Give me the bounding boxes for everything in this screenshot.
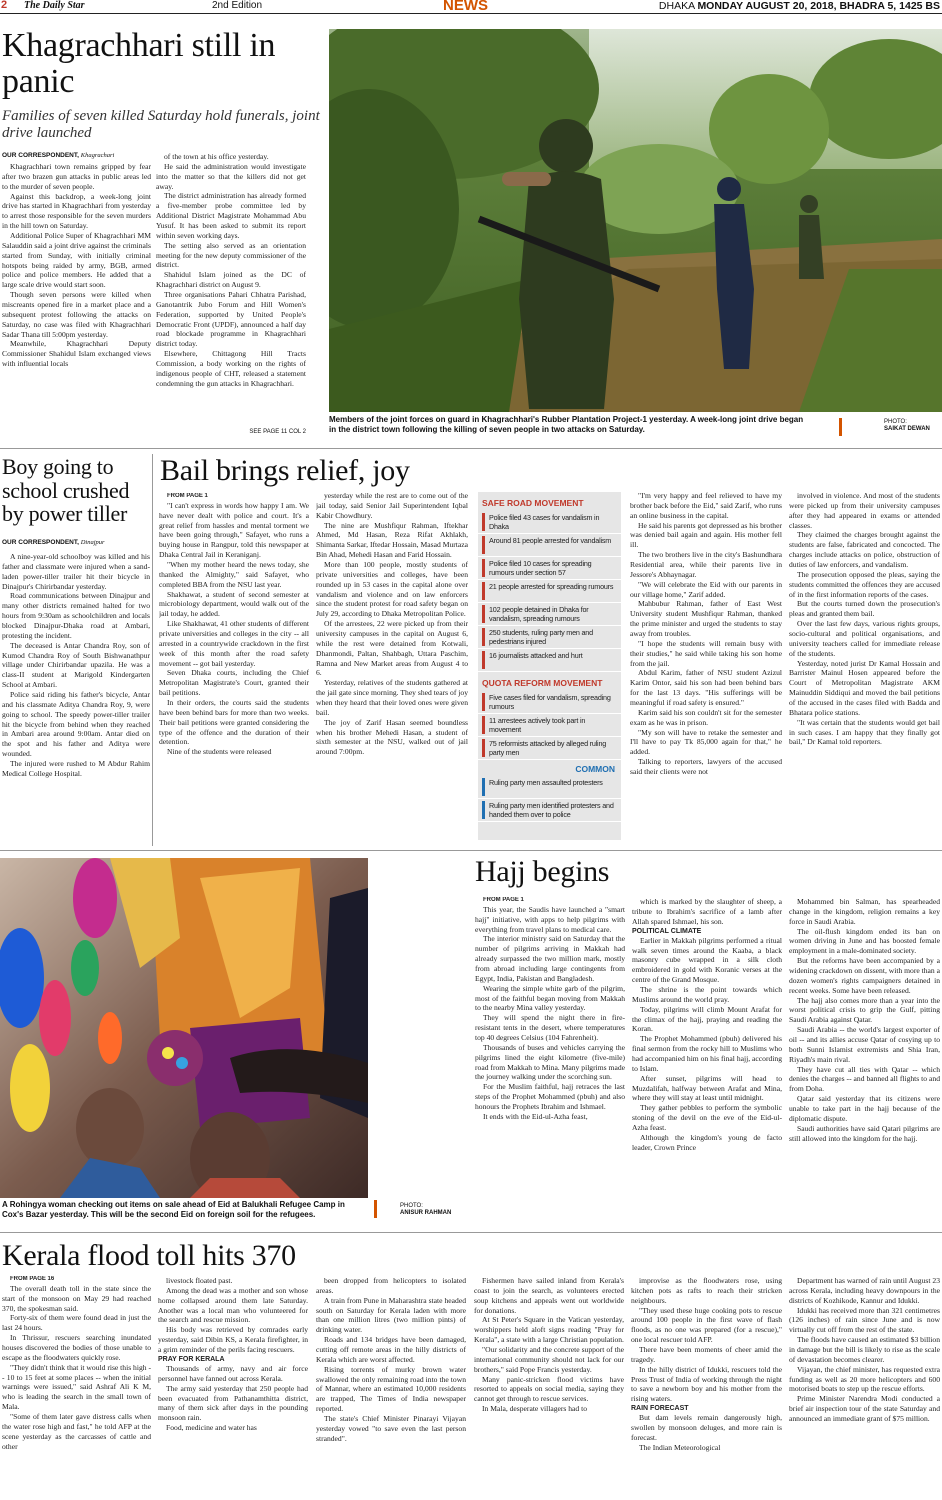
sidebar-list-common: [478, 776, 621, 822]
paragraph: "I hope the students will remain busy with their studies," he said while taking his son home from the jail.: [630, 638, 782, 668]
paragraph: Karim said his son couldn't sit for the semester exam as he was in prison.: [630, 707, 782, 727]
paragraph: Yesterday, relatives of the students gathered at the jail gate since morning. They shed tears of joy when they heard that their loved ones were given bail.: [316, 678, 468, 717]
paragraph: There have been moments of cheer amid the tragedy.: [631, 1345, 782, 1364]
photo-joint-forces: [329, 29, 942, 412]
photo-caption-rohingya: A Rohingya woman checking out items on sale ahead of Eid at Balukhali Refugee Camp in Cox's Bazar yesterday. This will be the second Eid on foreign soil for the refugees.: [2, 1200, 345, 1220]
paragraph: Though seven persons were killed when miscreants opened fire in a market place and a subsequent protest following the attacks on Saturday, no case was filed with Khagrachhari Sadar Thana till 5:00pm yesterday.: [2, 290, 151, 339]
paragraph: Talking to reporters, lawyers of the accused said their clients were not: [630, 757, 782, 777]
paragraph: Prime Minister Narendra Modi conducted a brief air inspection tour of the state Saturday and announced an immediate grant of $75 million.: [789, 1394, 940, 1424]
paragraph: Vijayan, the chief minister, has requested extra funding as well as 20 more helicopters and 600 motorised boats to step up the rescue efforts.: [789, 1364, 940, 1394]
paragraph: "Our solidarity and the concrete support of the international community should not lack for our brothers," said Pope Francis yesterday.: [474, 1345, 624, 1374]
sidebar-list-safe-road: [478, 511, 621, 672]
subhead-rain-forecast: RAIN FORECAST: [631, 1405, 689, 1413]
paragraph: Thousands of army, navy and air force personnel have fanned out across Kerala.: [158, 1363, 308, 1383]
paragraph: been dropped from helicopters to isolated areas.: [316, 1276, 466, 1295]
sidebar-heading-quota: QUOTA REFORM MOVEMENT: [482, 678, 603, 688]
sidebar-item-label: 21 people arrested for spreading rumours: [489, 582, 614, 591]
paragraph: It ends with the Eid-ul-Azha feast,: [483, 1111, 588, 1121]
sidebar-item: [478, 534, 621, 557]
sidebar-item: [478, 557, 621, 580]
paragraph: Like Shakhawat, 41 other students of different private universities and colleges in the city -- all arrested in a countrywide crackdown in the first week of this month after the road safety movement -- got bail yesterday.: [159, 619, 309, 668]
paragraph: In Thrissur, rescuers searching inundated houses discovered the bodies of those unable to escape as the floodwaters quickly rose.: [2, 1333, 151, 1362]
bullet-bar: [482, 739, 485, 757]
paragraph: Khagrachhari town remains gripped by fear after two brazen gun attacks in public areas led to the murder of seven people.: [2, 162, 151, 191]
byline-boy-crushed: OUR CORRESPONDENT, Dinajpur: [2, 539, 105, 546]
bullet-bar: [482, 582, 485, 600]
paragraph: "When my mother heard the news today, she thanked the Almighty," said Safayet, who completed BBA from the NSU last year.: [159, 559, 309, 589]
sidebar-movement-stats: [478, 492, 621, 840]
paragraph: Although the kingdom's young de facto leader, Crown Prince: [632, 1132, 782, 1152]
body-kerala-col5: [631, 1276, 782, 1500]
paragraph: involved in violence. And most of the students were picked up from their university campuses after they had appeared in exams or attended classes.: [789, 491, 940, 530]
paragraph: Roads and 134 bridges have been damaged, cutting off remote areas in the hilly districts of Kerala which are worst affected.: [316, 1335, 466, 1364]
body-hajj-col3: [789, 897, 940, 1225]
sidebar-item: [478, 626, 621, 649]
bullet-bar: [482, 628, 485, 646]
divider: [0, 1232, 942, 1233]
paragraph: The hajj also comes more than a year into the worst political crisis to grip the Gulf, pitting Saudi Arabia against Qatar.: [789, 995, 940, 1025]
section-title: NEWS: [443, 0, 488, 14]
paragraph: The overall death toll in the state since the start of the monsoon on May 29 had reached 370, the spokesman said.: [2, 1283, 151, 1313]
paragraph: Forty-six of them were found dead in just the last 24 hours.: [2, 1313, 151, 1333]
paragraph: Against this backdrop, a week-long joint drive has started in Khagrachhari from yesterday to arrest those responsible for the seven murders in the hill town on Saturday.: [2, 191, 151, 231]
bullet-bar: [482, 801, 485, 819]
paragraph: Idukki has received more than 321 centimetres (126 inches) of rain since June and is now virtually cut off from the rest of the state.: [789, 1305, 940, 1335]
body-khagrachhari-col2: [156, 152, 306, 428]
body-kerala-col6: [789, 1276, 940, 1500]
paragraph: Road communications between Dinajpur and many other districts remained halted for two hours from 9:30am as schoolchildren and locals blocked Dinajpur-Dhaka road at Ambari, protesting the incident.: [2, 591, 150, 640]
paragraph: Shahidul Islam joined as the DC of Khagrachhari district on August 9.: [156, 270, 306, 290]
subhead-political-climate: POLITICAL CLIMATE: [632, 927, 702, 935]
sidebar-item-label: Five cases filed for vandalism, spreading rumours: [489, 693, 611, 711]
sidebar-item-label: 102 people detained in Dhaka for vandalism, spreading rumours: [489, 605, 589, 623]
body-bail-col3: [630, 491, 782, 845]
photo-rohingya-market-image: [0, 858, 368, 1198]
sidebar-list-quota: [478, 691, 621, 760]
paragraph: More than 100 people, mostly students of private universities and colleges, have been rounded up in 53 cases in the capital alone over vandalism and violence and on law enforcers since the student protest for road safety began on July 29, according to Dhaka Metropolitan Police.: [316, 560, 468, 619]
subhead-pray-for-kerala: PRAY FOR KERALA: [158, 1355, 225, 1363]
paragraph: Mahbubur Rahman, father of East West University student Mushfiqur Rahman, thanked the prime minister and urged the students to stay away from troubles.: [630, 599, 782, 639]
paragraph: Shakhawat, a student of second semester at microbiology department, would walk out of the jail today, he added.: [159, 589, 309, 619]
paragraph: Food, medicine and water has: [166, 1423, 257, 1433]
body-boy-crushed: [2, 552, 150, 844]
photo-caption-joint-forces: Members of the joint forces on guard in Khagrachhari's Rubber Plantation Project-1 yesterday. A week-long joint drive began in the district town following the killing of seven people in two attacks on Saturday.: [329, 415, 804, 435]
bullet-bar: [482, 559, 485, 577]
sidebar-item: [478, 799, 621, 822]
paragraph: Qatar said yesterday that its citizens were unable to take part in the hajj because of the diplomatic dispute.: [789, 1094, 940, 1123]
paragraph: Saudi authorities have said Qatari pilgrims are still allowed into the kingdom for the hajj.: [789, 1123, 940, 1143]
edition-label: 2nd Edition: [212, 0, 263, 11]
bullet-bar: [482, 693, 485, 711]
from-page: FROM PAGE 1: [483, 897, 524, 903]
bullet-bar: [482, 778, 485, 796]
sidebar-item-label: 75 reformists attacked by alleged ruling party men: [489, 739, 607, 757]
byline-khagrachhari: OUR CORRESPONDENT, Khagrachari: [2, 152, 115, 159]
paragraph: "Some of them later gave distress calls when the water rose high and fast," he told AFP at the scene yesterday as the carcasses of cattle and other: [2, 1411, 151, 1451]
body-hajj-col1: [475, 897, 625, 1225]
body-kerala-col1: [2, 1276, 151, 1500]
sidebar-heading-common: COMMON: [575, 764, 615, 774]
paragraph: The oil-flush kingdom ended its ban on women driving in June and has boosted female employment in a male-dominated society.: [789, 926, 940, 956]
paragraph: The setting also served as an orientation meeting for the new deputy commissioner of the district.: [156, 240, 306, 270]
paragraph: Earlier in Makkah pilgrims performed a ritual walk seven times around the Kaaba, a black masonry cube wrapped in a silk cloth embroidered in gold with Koranic verses at the centre of the Grand Mosque.: [632, 935, 782, 985]
paragraph: Rising torrents of murky brown water swallowed the only remaining road into the town of Mannar, where an estimated 10,000 residents are trapped, The Times of India newspaper reported.: [316, 1364, 466, 1414]
paragraph: He said his parents got depressed as his brother was denied bail again and again. His mother fell ill.: [630, 520, 782, 550]
bullet-bar: [482, 651, 485, 669]
paragraph: The deceased is Antar Chandra Roy, son of Kumod Chandra Roy of South Bishwanathpur village under Chirirbandar upazila. He was a class-II student at Marigold Kindergarten School at Ambari.: [2, 640, 150, 690]
paragraph: His body was retrieved by comrades early yesterday, said Dibin KS, a Kerala firefighter, in a grim reminder of the perils facing rescuers.: [158, 1325, 308, 1355]
headline-kerala: Kerala flood toll hits 370: [2, 1239, 296, 1272]
sidebar-item-label: Around 81 people arrested for vandalism: [489, 536, 612, 545]
headline-khagrachhari: Khagrachhari still in panic: [2, 27, 276, 101]
caption-accent-bar: [374, 1200, 377, 1218]
paragraph: The army said yesterday that 250 people had been evacuated from Pathanamthitta district, many of them sick after days in the pounding monsoon rain.: [158, 1383, 308, 1423]
paragraph: The prosecution opposed the pleas, saying the students committed the offences they are accused of in the first information reports of the cases.: [789, 569, 940, 599]
paragraph: which is marked by the slaughter of sheep, a tribute to Ibrahim's sacrifice of a lamb after Allah spared Ishmael, his son.: [632, 897, 782, 926]
from-page: FROM PAGE 16: [10, 1276, 55, 1282]
paragraph: "I'm very happy and feel relieved to have my brother back before the Eid," said Zarif, who runs an online business in the capital.: [630, 491, 782, 520]
body-bail-col1: [159, 493, 309, 843]
paragraph: Today, pilgrims will climb Mount Arafat for the climax of the hajj, praying and reading the Koran.: [632, 1004, 782, 1034]
newspaper-logo: The Daily Star: [24, 0, 85, 11]
paragraph: Abdul Karim, father of NSU student Azizul Karim Ontor, said his son had been behind bars for the last 13 days. "His sufferings will be meaningful if road safety is ensured.": [630, 668, 782, 708]
paragraph: Thousands of buses and vehicles carrying the pilgrims lined the eight kilometre (five-mile) road from Makkah to Mina. Many pilgrims made the journey walking under the scorching sun.: [475, 1042, 625, 1082]
paragraph: Wearing the simple white garb of the pilgrim, most of the faithful began moving from Makkah to the nearby Mina valley yesterday.: [475, 983, 625, 1013]
sidebar-item-label: Police filed 10 cases for spreading rumours under section 57: [489, 559, 592, 577]
paragraph: Elsewhere, Chittagong Hill Tracts Commission, a body working on the rights of indigenous people of CHT, released a statement condemning the gun attacks in Khagrachhari.: [156, 349, 306, 388]
paragraph: A nine-year-old schoolboy was killed and his father and classmate were injured when a sand-laden power-tiller trailer hit their bicycle in Dinajpur's Chirirbandar yesterday.: [2, 552, 150, 591]
paragraph: The joy of Zarif Hasan seemed boundless when his brother Mehedi Hasan, a student of sixth semester at the NSU, walked out of jail around 7:00pm.: [316, 717, 468, 757]
body-bail-col4: [789, 491, 940, 845]
paragraph: In the hilly district of Idukki, rescuers told the Press Trust of India of working through the night to save a newborn boy and his mother from the rising waters.: [631, 1364, 782, 1404]
bullet-bar: [482, 605, 485, 623]
body-hajj-col2: [632, 897, 782, 1225]
column-rule: [152, 454, 153, 846]
paragraph: Department has warned of rain until August 23 across Kerala, including heavy downpours in the districts of Kozhikode, Kannur and Idukki.: [789, 1276, 940, 1305]
paragraph: "It was certain that the students would get bail in such cases. I am happy that they finally got bail," Dr Kamal told reporters.: [789, 717, 940, 747]
sidebar-item: [478, 603, 621, 626]
paragraph: The injured were rushed to M Abdur Rahim Medical College Hospital.: [2, 759, 150, 778]
sidebar-item: [478, 580, 621, 603]
paragraph: But the reforms have been accompanied by a widening crackdown on dissent, with more than a dozen women's rights campaigners detained in recent weeks. Some have been released.: [789, 956, 940, 995]
paragraph: A train from Pune in Maharashtra state headed south on Saturday for Kerala laden with more than one million litres (two million pints) of drinking water.: [316, 1295, 466, 1335]
paragraph: "We will celebrate the Eid with our parents in our village home," Zarif added.: [630, 579, 782, 599]
masthead: [0, 0, 942, 14]
dateline: DHAKA MONDAY AUGUST 20, 2018, BHADRA 5, 1425 BS: [658, 0, 940, 12]
paragraph: The Prophet Mohammed (pbuh) delivered his final sermon from the rocky hill to Muslims who had accompanied him on his final hajj, according to Islam.: [632, 1034, 782, 1073]
paragraph: Police said riding his father's bicycle, Antar and his classmate Aditya Chandra Roy, 9, were going to school. The speedy power-tiller trailer hit the bicycle from behind when they reached in Ambari area around 9:00am. Antar died on the spot and his father and Aditya were wounded.: [2, 690, 150, 759]
paragraph: The interior ministry said on Saturday that the number of pilgrims arriving in Makkah had already surpassed the two million mark, mostly from abroad including large contingents from Egypt, India, Pakistan and Bangladesh.: [475, 934, 625, 983]
paragraph: They have cut all ties with Qatar -- which denies the charges -- and banned all flights to and from Doha.: [789, 1064, 940, 1094]
sidebar-item: [478, 737, 621, 760]
bullet-bar: [482, 536, 485, 554]
paragraph: "I can't express in words how happy I am. We have never dealt with police and court. It's a great relief from hassles and mental torment we have been going through," Safayet, who runs a buying house in Rangpur, told this newspaper at Dhaka Central Jail in Keraniganj.: [159, 500, 309, 560]
paragraph: The two brothers live in the city's Bashundhara Residential area, while their parents live in Jessore's Abhaynagar.: [630, 550, 782, 579]
paragraph: They will spend the night there in fire-resistant tents in the desert, where temperatures top 40 degrees Celsius (104 Fahrenheit).: [475, 1013, 625, 1042]
paragraph: The nine are Mushfiqur Rahman, Iftekhar Ahmed, Md Hasan, Reza Rifat Akhlakh, Shimanta Sarkar, Iftedar Hossain, Masad Murtaza Bin Ahad, Mehedi Hasan and Farid Hossain.: [316, 520, 468, 560]
sidebar-item-label: Police filed 43 cases for vandalism in Dhaka: [489, 513, 600, 531]
paragraph: The floods have caused an estimated $3 billion in damage but the bill is likely to rise as the scale of devastation becomes clearer.: [789, 1335, 940, 1364]
photo-rohingya-market: [0, 858, 368, 1198]
sidebar-item-label: 250 students, ruling party men and pedestrians injured: [489, 628, 593, 646]
paragraph: But dam levels remain dangerously high, swollen by monsoon deluges, and more rain is forecast.: [631, 1413, 782, 1442]
paragraph: This year, the Saudis have launched a "smart hajj" initiative, with apps to help pilgrims with everything from travel plans to medical care.: [475, 904, 625, 934]
sidebar-item-label: 16 journalists attacked and hurt: [489, 651, 583, 660]
sidebar-item: [478, 511, 621, 534]
paragraph: After sunset, pilgrims will head to Muzdalifah, halfway between Arafat and Mina, where they will stay at least until midnight.: [632, 1073, 782, 1103]
paragraph: For the Muslim faithful, hajj retraces the last steps of the Prophet Mohammed (pbuh) and also honours the Prophets Ibrahim and Ishmael.: [475, 1082, 625, 1111]
divider: [0, 448, 942, 449]
paragraph: Over the last few days, various rights groups, socio-cultural and political organisations, and university teachers called for immediate release of the students.: [789, 619, 940, 658]
paragraph: livestock floated past.: [166, 1276, 233, 1285]
sidebar-item: [478, 649, 621, 672]
paragraph: Seven Dhaka courts, including the Chief Metropolitan Magistrate's Court, granted their bail petitions.: [159, 668, 309, 698]
body-bail-col2: [316, 491, 468, 843]
paragraph: Yesterday, noted jurist Dr Kamal Hossain and Barrister Mainul Hosen appeared before the Court of Metropolitan Magistrate AKM Mainuddin Siddiqui and moved the bail petitions of the accused in the cases filed with Badda and Bhatara police stations.: [789, 658, 940, 717]
bullet-bar: [482, 716, 485, 734]
bullet-bar: [482, 513, 485, 531]
paragraph: improvise as the floodwaters rose, using kitchen pots as rafts to reach their stricken neighbours.: [631, 1276, 782, 1305]
sidebar-heading-safe-road: SAFE ROAD MOVEMENT: [482, 498, 584, 508]
paragraph: Meanwhile, Khagrachhari Deputy Commissioner Shahidul Islam exchanged views with influential locals: [2, 339, 151, 369]
body-kerala-col4: [474, 1276, 624, 1500]
paragraph: They claimed the charges brought against the students are false, fabricated and concocted. The charges include attacks on police, obstruction of duties of law enforcers, and vandalism.: [789, 530, 940, 570]
paragraph: The Indian Meteorological: [639, 1442, 721, 1452]
paragraph: Additional Police Super of Khagrachhari MM Salauddin said a joint drive against the criminals started from Sunday, with initially criminal hotspots being raided by army, BGB, armed police and police members. He added that a large scale drive would start soon.: [2, 231, 151, 290]
paragraph: Saudi Arabia -- the world's largest exporter of oil -- and its allies accuse Qatar of cosying up to both Sunni Islamist extremists and Shia Iran, Riyadh's main rival.: [789, 1025, 940, 1064]
body-khagrachhari-col1: [2, 162, 151, 440]
paragraph: Three organisations Pahari Chhatra Parishad, Ganotantrik Jubo Forum and Hill Women's Federation, supported by United People's Democratic Front (UPDF), announced a half day road blockade programme in Khagrachhari district today.: [156, 290, 306, 349]
paragraph: The district administration has already formed a five-member probe committee led by Additional District Magistrate Mohammad Abu Yusuf. It has been asked to submit its report within seven working days.: [156, 191, 306, 240]
paragraph: yesterday while the rest are to come out of the jail today, said Senior Jail Superintendent Iqbal Kabir Chowdhury.: [316, 491, 468, 520]
sidebar-item: [478, 776, 621, 799]
paragraph: of the town at his office yesterday.: [164, 152, 269, 161]
paragraph: He said the administration would investigate into the matter so that the killers did not get away.: [156, 161, 306, 191]
paragraph: "My son will have to retake the semester and I'll have to pay Tk 85,000 again for that," he added.: [630, 727, 782, 757]
sidebar-item: [478, 691, 621, 714]
paragraph: They gather pebbles to perform the symbolic stoning of the devil on the eve of the Eid-ul-Azha feast.: [632, 1103, 782, 1132]
caption-accent-bar: [839, 418, 842, 436]
page-number: 2: [1, 0, 8, 11]
continued-label: SEE PAGE 11 COL 2: [249, 429, 306, 435]
photo-credit-joint-forces: PHOTO: SAIKAT DEWAN: [884, 419, 930, 433]
from-page: FROM PAGE 1: [167, 493, 208, 499]
sidebar-item-label: 11 arrestees actively took part in movement: [489, 716, 586, 734]
paragraph: "They used these huge cooking pots to rescue around 100 people in the first wave of flash floods, as no one was prepared (for a rescue)," one local rescuer told AFP.: [631, 1305, 782, 1345]
headline-hajj: Hajj begins: [475, 855, 610, 888]
sidebar-item-label: Ruling party men identified protesters and handed them over to police: [489, 801, 614, 819]
paragraph: Among the dead was a mother and son whose home collapsed around them late Saturday. Another was a local man who volunteered for the search and rescue mission.: [158, 1285, 308, 1325]
paragraph: Of the arrestees, 22 were picked up from their university campuses in the capital on August 6, while the rest were detained from Kotwali, Dhanmondi, Paltan, Shahbagh, Uttara Paschim, Ramna and New Market areas from August 4 to 6.: [316, 619, 468, 678]
headline-boy-crushed: Boy going to school crushed by power tiller: [2, 454, 130, 527]
paragraph: "They didn't think that it would rise this high -- 10 to 15 feet at some places -- when the initial warnings were issued," said Ashraf Ali K M, who is leading the search in the small town of Mala.: [2, 1362, 151, 1412]
paragraph: In their orders, the courts said the students have been behind bars for more than two weeks. Their bail petitions were granted considering the type of the offence and the duration of their detention.: [159, 697, 309, 747]
sidebar-item: [478, 714, 621, 737]
photo-joint-forces-image: [329, 29, 942, 412]
paragraph: The shrine is the point towards which Muslims around the world pray.: [632, 984, 782, 1004]
paragraph: At St Peter's Square in the Vatican yesterday, worshippers held aloft signs reading "Pray for Kerala", a state with a large Christian population.: [474, 1315, 624, 1345]
paragraph: Mohammed bin Salman, has spearheaded change in the kingdom, religion remains a key force in Saudi Arabia.: [789, 897, 940, 926]
headline-bail: Bail brings relief, joy: [160, 454, 410, 487]
body-kerala-col2: [158, 1276, 308, 1500]
paragraph: Nine of the students were released: [167, 747, 272, 757]
paragraph: The state's Chief Minister Pinarayi Vijayan yesterday vowed "to save even the last person stranded".: [316, 1414, 466, 1443]
paragraph: In Mala, desperate villagers had to: [482, 1404, 588, 1414]
body-kerala-col3: [316, 1276, 466, 1500]
deck-khagrachhari: Families of seven killed Saturday hold funerals, joint drive launched: [2, 108, 320, 142]
sidebar-item-label: Ruling party men assaulted protesters: [489, 778, 603, 787]
divider: [0, 850, 942, 851]
paragraph: Many panic-stricken flood victims have resorted to appeals on social media, saying they cannot get through to rescue services.: [474, 1374, 624, 1404]
paragraph: Fishermen have sailed inland from Kerala's coast to join the search, as volunteers erected soup kitchens and appeals went out worldwide for donations.: [474, 1276, 624, 1315]
photo-credit-rohingya: PHOTO: ANISUR RAHMAN: [400, 1203, 452, 1217]
paragraph: But the courts turned down the prosecution's pleas and granted them bail.: [789, 599, 940, 619]
